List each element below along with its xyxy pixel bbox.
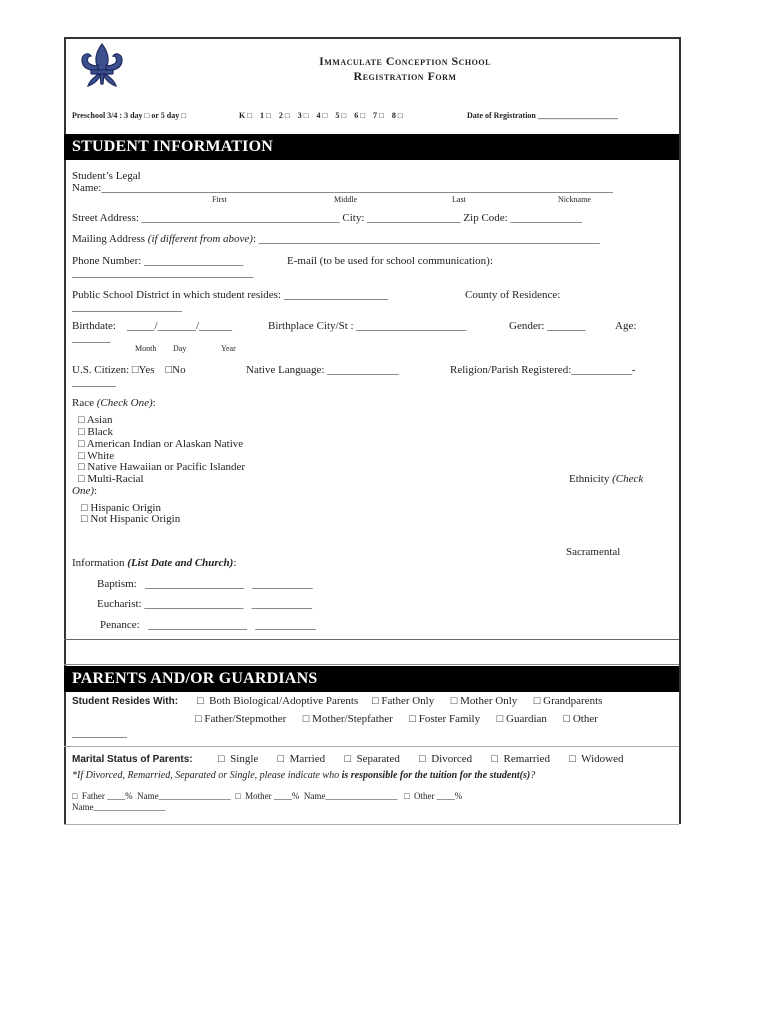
- ethnicity-label: [569, 473, 643, 485]
- tuition-name-line[interactable]: Name________________: [72, 802, 166, 812]
- info-label-text: Information: [72, 557, 128, 569]
- street-address-row[interactable]: Street Address: ____________________________________ City: _________________ Zip Code: _____________: [72, 212, 582, 224]
- resides-other-line[interactable]: __________: [72, 727, 127, 739]
- form-title: Registration Form: [353, 69, 457, 83]
- penance-field[interactable]: Penance: __________________ ___________: [100, 619, 316, 631]
- sub-last: Last: [452, 195, 466, 204]
- race-option-black[interactable]: □ Black: [78, 426, 114, 438]
- race-colon: :: [152, 397, 156, 409]
- tuition-responsibility-row[interactable]: □ Father ____% Name________________ □ Mother ____% Name________________ □ Other ____%: [72, 791, 463, 801]
- fleur-de-lis-logo: [76, 42, 128, 88]
- ethnicity-label-text: Ethnicity: [569, 473, 613, 485]
- grade-options[interactable]: K □ 1 □ 2 □ 3 □ 4 □ 5 □ 6 □ 7 □ 8 □: [239, 111, 403, 120]
- religion-line[interactable]: ________: [72, 376, 116, 388]
- race-check-note: (Check One): [96, 397, 153, 409]
- legal-name-field[interactable]: Name:_____________________________________________________________________________________________: [72, 182, 613, 194]
- mailing-field[interactable]: : ______________________________________________________________: [252, 233, 600, 245]
- sub-day: Day: [173, 344, 187, 353]
- race-option-native-hawaiian[interactable]: □ Native Hawaiian or Pacific Islander: [78, 461, 245, 473]
- race-label-text: Race: [72, 397, 97, 409]
- race-label: [72, 397, 156, 409]
- school-district-field[interactable]: Public School District in which student resides: ___________________: [72, 289, 389, 301]
- mailing-note: (if different from above): [147, 233, 253, 245]
- ethnicity-colon: :: [94, 485, 98, 497]
- sub-month: Month: [135, 344, 157, 353]
- parents-guardians-header: PARENTS AND/OR GUARDIANS: [64, 666, 679, 692]
- ethnicity-option-not-hispanic[interactable]: □ Not Hispanic Origin: [81, 513, 181, 525]
- marital-status-label: Marital Status of Parents:: [72, 754, 193, 765]
- form-bottom-border: [64, 824, 679, 825]
- ethnicity-check-note: (Check: [612, 473, 644, 485]
- baptism-field[interactable]: Baptism: __________________ ___________: [97, 578, 313, 590]
- phone-email-line[interactable]: _________________________________: [72, 267, 254, 279]
- sub-nickname: Nickname: [558, 195, 591, 204]
- legal-name-label: Student’s Legal: [72, 170, 141, 182]
- race-option-white[interactable]: □ White: [78, 450, 115, 462]
- resides-with-label: Student Resides With:: [72, 696, 179, 707]
- info-note: (List Date and Church): [127, 557, 234, 569]
- tuition-note-bold: is responsible for the tuition for the student(s): [341, 770, 531, 781]
- county-line[interactable]: ____________________: [72, 301, 182, 313]
- school-name: Immaculate Conception School: [319, 54, 491, 68]
- race-option-asian[interactable]: □ Asian: [78, 414, 113, 426]
- county-label: County of Residence:: [465, 289, 561, 301]
- religion-field[interactable]: Religion/Parish Registered:___________-: [450, 364, 636, 376]
- age-line[interactable]: _______: [72, 332, 111, 344]
- gender-field[interactable]: Gender: _______: [509, 320, 586, 332]
- tuition-note: [72, 770, 535, 781]
- ethnicity-label-cont: [72, 485, 97, 497]
- info-colon: :: [233, 557, 237, 569]
- resides-with-options-row2[interactable]: □ Father/Stepmother □ Mother/Stepfather □ Foster Family □ Guardian □ Other: [195, 713, 598, 725]
- age-label: Age:: [615, 320, 637, 332]
- us-citizen-options[interactable]: U.S. Citizen: □Yes □No: [72, 364, 186, 376]
- race-option-american-indian[interactable]: □ American Indian or Alaskan Native: [78, 438, 244, 450]
- student-information-header: STUDENT INFORMATION: [64, 134, 679, 160]
- resides-divider: [64, 746, 679, 747]
- race-option-multi-racial[interactable]: □ Multi-Racial: [78, 473, 144, 485]
- tuition-note-text: *If Divorced, Remarried, Separated or Single, please indicate who: [72, 770, 342, 781]
- sub-middle: Middle: [334, 195, 358, 204]
- parents-top-border: [64, 664, 679, 665]
- sub-year: Year: [221, 344, 236, 353]
- sacramental-info-label: [72, 557, 236, 569]
- tuition-note-end: ?: [530, 770, 536, 781]
- birthdate-field[interactable]: Birthdate: _____/_______/______: [72, 320, 233, 332]
- birthplace-field[interactable]: Birthplace City/St : ____________________: [268, 320, 467, 332]
- ethnicity-option-hispanic[interactable]: □ Hispanic Origin: [81, 502, 161, 514]
- ethnicity-one-note: One): [72, 485, 94, 497]
- sub-first: First: [212, 195, 227, 204]
- resides-with-options-row1[interactable]: □ Both Biological/Adoptive Parents □ Father Only □ Mother Only □ Grandparents: [197, 695, 603, 707]
- preschool-options[interactable]: Preschool 3/4 : 3 day □ or 5 day □: [72, 111, 187, 120]
- top-border: [64, 37, 679, 39]
- student-section-bottom: [64, 639, 679, 640]
- eucharist-field[interactable]: Eucharist: __________________ ___________: [97, 598, 313, 610]
- date-of-registration[interactable]: Date of Registration ____________________: [467, 111, 618, 120]
- marital-status-options[interactable]: □ Single □ Married □ Separated □ Divorced □ Remarried □ Widowed: [218, 753, 624, 765]
- mailing-address-row[interactable]: [72, 233, 600, 245]
- sacramental-label: Sacramental: [566, 546, 621, 558]
- email-label: E-mail (to be used for school communication):: [287, 255, 493, 267]
- mailing-label: Mailing Address: [72, 233, 148, 245]
- phone-number-field[interactable]: Phone Number: __________________: [72, 255, 244, 267]
- native-language-field[interactable]: Native Language: _____________: [246, 364, 399, 376]
